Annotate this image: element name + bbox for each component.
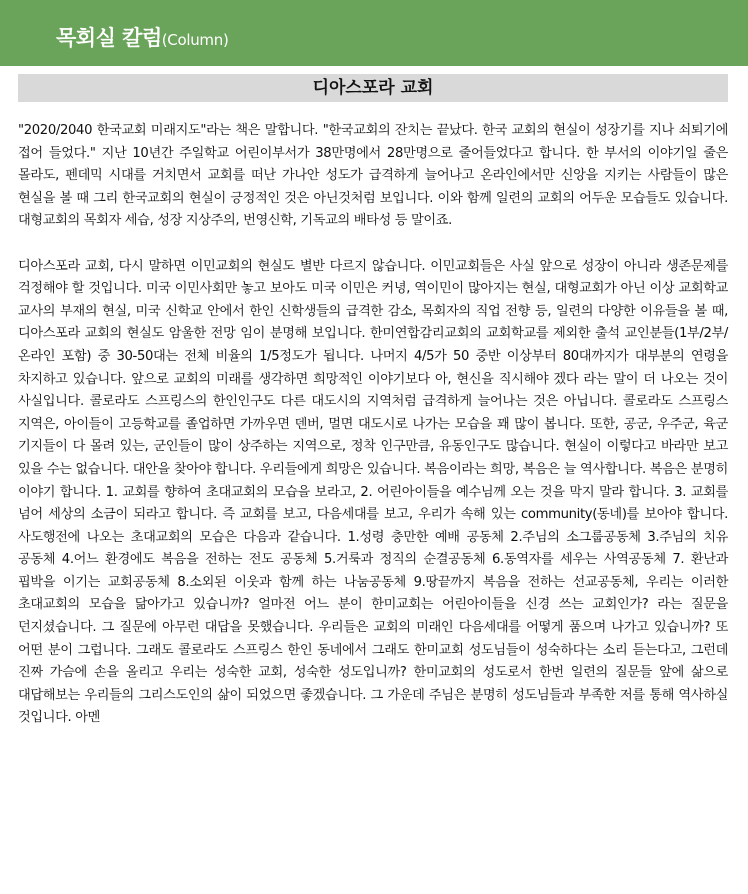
column-header: [0, 0, 748, 66]
column-header-title: 목회실 칼럼: [56, 26, 162, 50]
column-header-subtitle: (Column): [161, 31, 229, 49]
paragraph-gap: [18, 233, 728, 256]
article-body: [18, 120, 728, 730]
article-paragraph: 디아스포라 교회, 다시 말하면 이민교회의 현실도 별반 다르지 않습니다. 이민교회들은 사실 앞으로 성장이 아니라 생존문제를 걱정해야 할 것입니다. 미국 이민사회만 놓고 보아도 미국 이민은 커녕, 역이민이 많아지는 현실, 대형교회가 아닌 이상 교회학교 교사의 부재의 현실, 미국 신학교 안에서 한인 신학생들의 급격한 감소, 목회자의 직업 전향 등, 일련의 다양한 이유들을 볼 때, 디아스포라 교회의 현실도 암울한 전망 임이 분명해 보입니다. 한미연합감리교회의 교회학교를 제외한 출석 교인분들(1부/2부/온라인 포함) 중 30-50대는 전체 비율의 1/5정도가 됩니다. 나머지 4/5가 50 중반 이상부터 80대까지가 대부분의 연령을 차지하고 있습니다. 앞으로 교회의 미래를 생각하면 희망적인 이야기보다 아, 현신을 직시해야 겠다 라는 말이 더 나오는 것이 사실입니다. 콜로라도 스프링스의 한인인구도 다른 대도시의 지역처럼 급격하게 늘어나는 것은 아닙니다. 콜로라도 스프링스 지역은, 아이들이 고등학교를 졸업하면 가까우면 덴버, 멀면 대도시로 나가는 모습을 꽤 많이 봅니다. 또한, 공군, 우주군, 육군 기지들이 다 몰려 있는, 군인들이 많이 상주하는 지역으로, 정착 인구만큼, 유동인구도 많습니다. 현실이 이렇다고 바라만 보고 있을 수는 없습니다. 대안을 찾아야 합니다. 우리들에게 희망은 있습니다. 복음이라는 희망, 복음은 늘 역사합니다. 복음은 분명히 이야기 합니다. 1. 교회를 향하여 초대교회의 모습을 보라고, 2. 어린아이들을 예수님께 오는 것을 막지 말라 합니다. 3. 교회를 넘어 세상의 소금이 되라고 합니다. 즉 교회를 보고, 다음세대를 보고, 우리가 속해 있는 community(동네)를 보아야 합니다. 사도행전에 나오는 초대교회의 모습은 다음과 같습니다. 1.성령 충만한 예배 공동체 2.주님의 소그룹공동체 3.주님의 치유 공동체 4.어느 환경에도 복음을 전하는 전도 공동체 5.거룩과 정직의 순결공동체 6.동역자를 세우는 사역공동체 7. 환난과 핍박을 이기는 교회공동체 8.소외된 이웃과 함께 하는 나눔공동체 9.땅끝까지 복음을 전하는 선교공동체, 우리는 이러한 초대교회의 모습을 닮아가고 있습니까? 얼마전 어느 분이 한미교회는 어린아이들을 신경 쓰는 교회인가? 라는 질문을 던지셨습니다. 그 질문에 아무런 대답을 못했습니다. 우리들은 교회의 미래인 다음세대를 어떻게 품으며 나가고 있습니까? 또 어떤 분이 그럽니다. 그래도 콜로라도 스프링스 한인 동네에서 그래도 한미교회 성도님들이 성숙하다는 소리 듣는다고, 그런데 진짜 가슴에 손을 올리고 우리는 성숙한 교회, 성숙한 성도입니까? 한미교회의 성도로서 한번 일련의 질문들 앞에 삶으로 대답해보는 우리들의 그리스도인의 삶이 되었으면 좋겠습니다. 그 가운데 주님은 분명히 성도님들과 부족한 저를 통해 역사하실 것입니다. 아멘: [18, 258, 728, 726]
article-paragraph: "2020/2040 한국교회 미래지도"라는 책은 말합니다. "한국교회의 잔치는 끝났다. 한국 교회의 현실이 성장기를 지나 쇠퇴기에 접어 들었다." 지난 10년간 주일학교 어린이부서가 38만명에서 28만명으로 줄어들었다고 합니다. 한 부서의 이야기일 줄은 몰라도, 펜데믹 시대를 거치면서 교회를 떠난 가나안 성도가 급격하게 늘어나고 온라인에서만 신앙을 지키는 사람들이 많은 현실을 볼 때 그리 한국교회의 현실이 긍정적인 것은 아닌것처럼 보입니다. 이와 함께 일련의 교회의 어두운 모습들도 있습니다. 대형교회의 목회자 세습, 성장 지상주의, 번영신학, 기독교의 배타성 등 말이죠.: [18, 123, 728, 229]
article-title: 디아스포라 교회: [18, 74, 728, 102]
